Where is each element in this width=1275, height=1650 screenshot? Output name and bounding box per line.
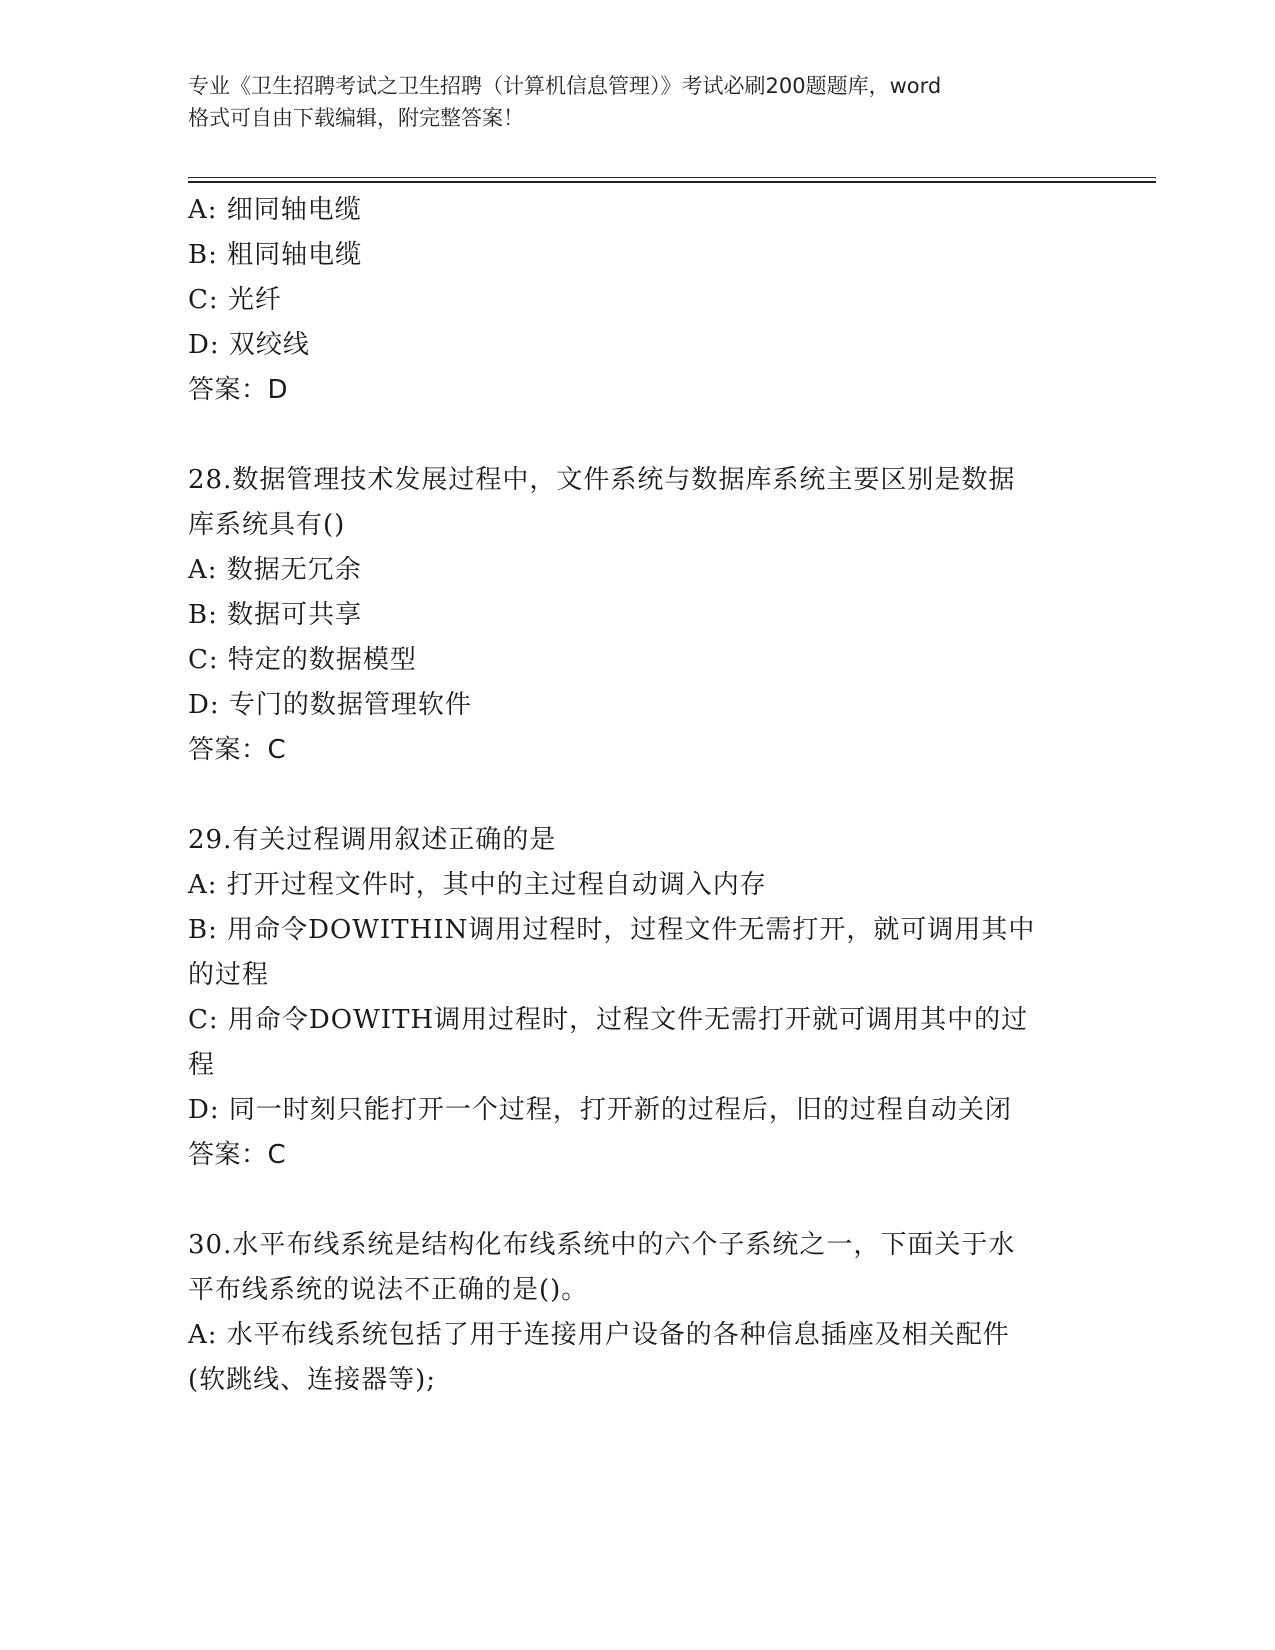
option-b-line-2: 的过程 [188,960,270,990]
document-header [188,70,1088,134]
option-c: C: 特定的数据模型 [188,645,417,675]
question-30 [188,1223,1088,1403]
header-divider-thick [188,181,1156,183]
option-d: D: 同一时刻只能打开一个过程，打开新的过程后，旧的过程自动关闭 [188,1095,1012,1125]
option-b: B: 数据可共享 [188,600,363,630]
option-a: A: 细同轴电缆 [188,195,362,225]
spacer [188,1178,1088,1223]
question-stem: 29.有关过程调用叙述正确的是 [188,825,557,855]
option-b-line-1: B: 用命令DOWITHIN调用过程时，过程文件无需打开，就可调用其中 [188,915,1036,945]
question-stem-line-2: 平布线系统的说法不正确的是()。 [188,1275,589,1305]
answer-text: 答案：D [188,375,289,405]
question-27 [188,188,1088,413]
spacer [188,773,1088,818]
document-body [188,188,1088,1403]
header-line-2: 格式可自由下载编辑，附完整答案！ [188,106,524,130]
option-c: C: 光纤 [188,285,282,315]
option-a: A: 数据无冗余 [188,555,362,585]
question-28 [188,458,1088,773]
header-divider-thin [188,177,1156,178]
question-stem-line-1: 30.水平布线系统是结构化布线系统中的六个子系统之一，下面关于水 [188,1230,1016,1260]
option-a: A: 打开过程文件时，其中的主过程自动调入内存 [188,870,767,900]
answer-text: 答案：C [188,1140,287,1170]
question-29 [188,818,1088,1178]
option-b: B: 粗同轴电缆 [188,240,363,270]
option-d: D: 双绞线 [188,330,310,360]
question-stem-line-2: 库系统具有() [188,510,346,540]
option-d: D: 专门的数据管理软件 [188,690,472,720]
option-c-line-1: C: 用命令DOWITH调用过程时，过程文件无需打开就可调用其中的过 [188,1005,1029,1035]
header-line-1: 专业《卫生招聘考试之卫生招聘（计算机信息管理）》考试必刷200题题库，word [188,74,942,98]
option-c-line-2: 程 [188,1050,216,1080]
question-stem-line-1: 28.数据管理技术发展过程中，文件系统与数据库系统主要区别是数据 [188,465,1016,495]
option-a-line-1: A: 水平布线系统包括了用于连接用户设备的各种信息插座及相关配件 [188,1320,1010,1350]
answer-text: 答案：C [188,735,287,765]
spacer [188,413,1088,458]
option-a-line-2: (软跳线、连接器等); [188,1365,437,1395]
